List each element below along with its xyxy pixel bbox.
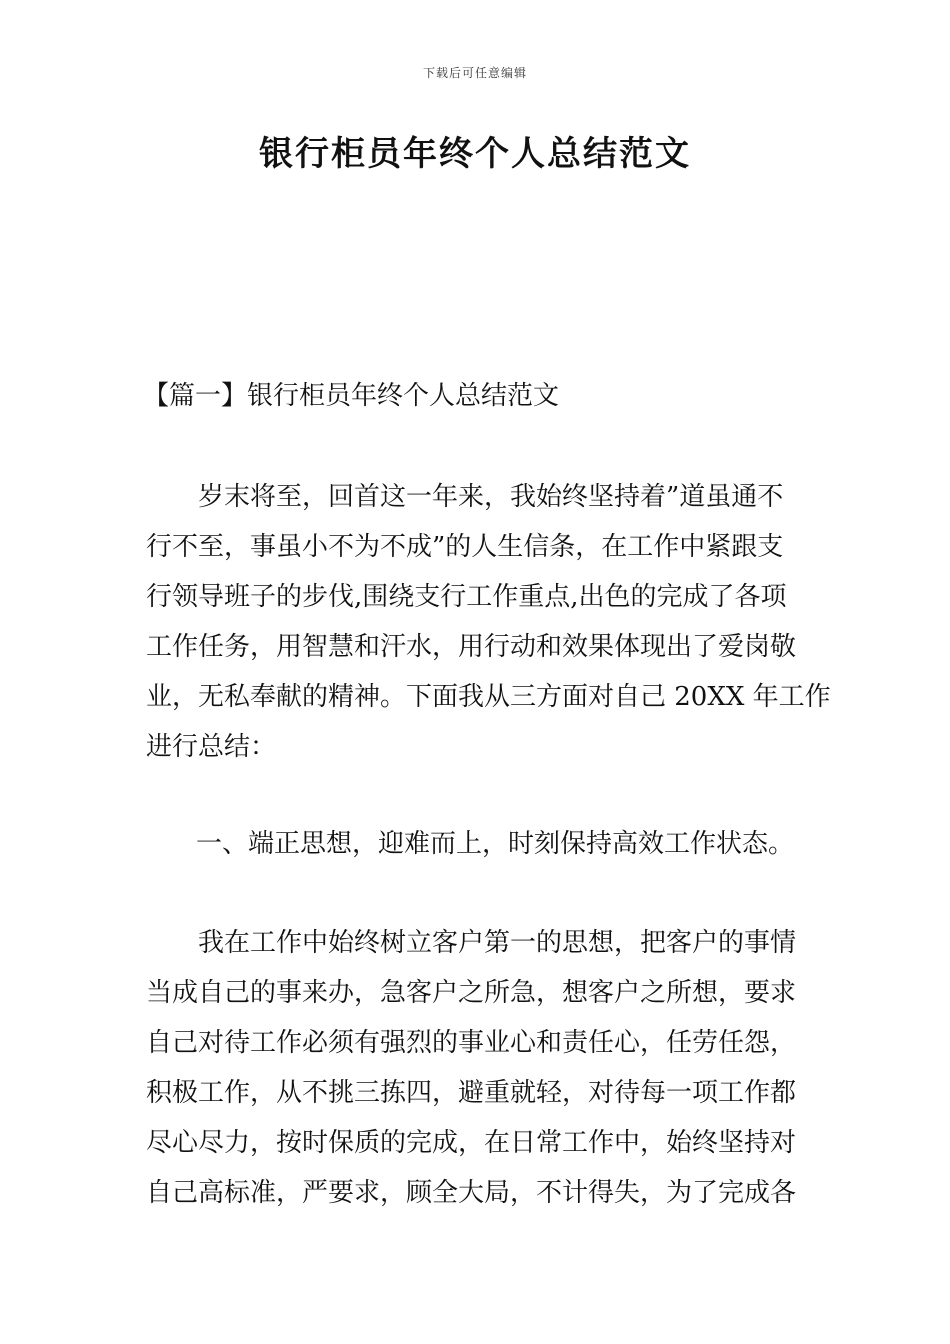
paragraph-intro — [146, 472, 831, 772]
paragraph-line: 自己高标准，严要求，顾全大局，不计得失，为了完成各 — [146, 1178, 797, 1208]
paragraph-line: 自己对待工作必须有强烈的事业心和责任心，任劳任怨， — [146, 1028, 797, 1058]
paragraph-line: 工作任务，用智慧和汗水，用行动和效果体现出了爱岗敬 — [146, 632, 797, 662]
paragraph-line: 尽心尽力，按时保质的完成，在日常工作中，始终坚持对 — [146, 1128, 797, 1158]
paragraph-body — [146, 918, 806, 1218]
paragraph-line: 行领导班子的步伐,围绕支行工作重点,出色的完成了各项 — [146, 582, 787, 612]
subheading-one: 一、端正思想，迎难而上，时刻保持高效工作状态。 — [196, 829, 795, 859]
header-note: 下载后可任意编辑 — [422, 66, 527, 80]
paragraph-line: 行不至，事虽小不为不成”的人生信条，在工作中紧跟支 — [146, 532, 784, 562]
section-heading: 【篇一】银行柜员年终个人总结范文 — [143, 381, 560, 411]
paragraph-line: 我在工作中始终树立客户第一的思想，把客户的事情 — [146, 928, 797, 958]
paragraph-line: 业，无私奉献的精神。下面我从三方面对自己 20XX 年工作 — [146, 682, 831, 712]
paragraph-line: 当成自己的事来办，急客户之所急，想客户之所想，要求 — [146, 978, 797, 1008]
document-title: 银行柜员年终个人总结范文 — [259, 134, 691, 174]
paragraph-line: 岁末将至，回首这一年来，我始终坚持着”道虽通不 — [146, 482, 784, 512]
paragraph-line: 进行总结： — [146, 732, 277, 762]
paragraph-line: 积极工作，从不挑三拣四，避重就轻，对待每一项工作都 — [146, 1078, 797, 1108]
